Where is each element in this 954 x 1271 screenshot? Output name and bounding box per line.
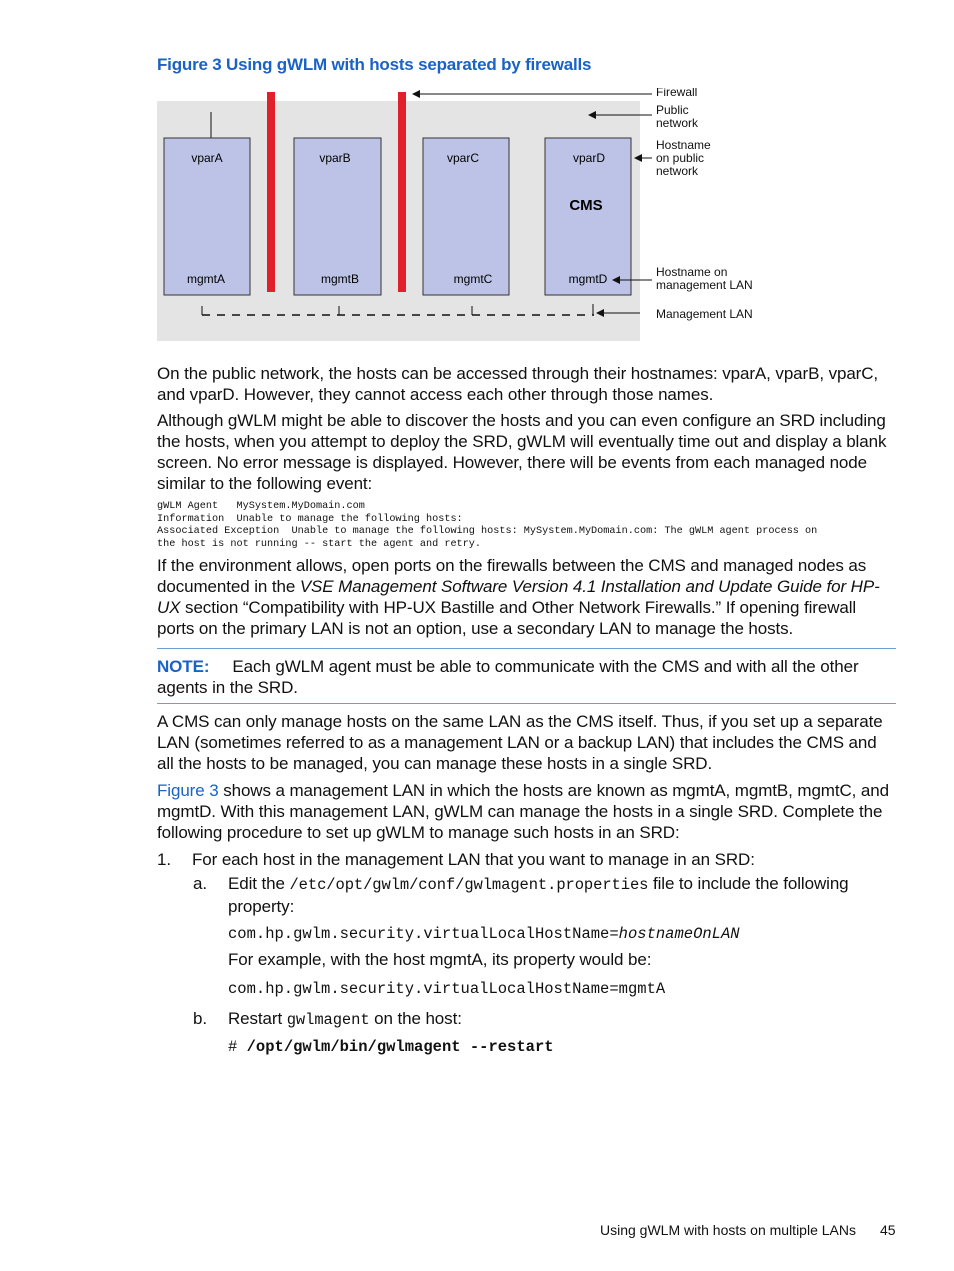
host-bottom-label: mgmtB — [320, 272, 360, 286]
step-a-text: Edit the /etc/opt/gwlm/conf/gwlmagent.properties file to include the following property: — [228, 874, 849, 916]
host-bottom-label: mgmtD — [568, 272, 608, 286]
note-box — [157, 656, 897, 698]
callout-firewall: Firewall — [656, 88, 698, 99]
firewall-bar — [398, 92, 406, 292]
callout-labels — [656, 88, 753, 321]
guide-title: VSE Management Software Version 4.1 Installation and Update Guide for HP-UX — [157, 577, 880, 617]
figure-title: Figure 3 Using gWLM with hosts separated by firewalls — [157, 55, 592, 74]
host-top-label: vparA — [191, 151, 223, 165]
note-text: Each gWLM agent must be able to communicate with the CMS and with all the other agents in the SRD. — [157, 657, 859, 697]
callout-hostname-public: Hostname — [656, 138, 711, 152]
paragraph-cms-lan: A CMS can only manage hosts on the same LAN as the CMS itself. Thus, if you set up a separate LAN (sometimes referred to as a management LAN or a backup LAN) that includes the CMS and all the hosts to be managed, you can manage these hosts in a single SRD. — [157, 712, 883, 773]
gwlmagent-code: gwlmagent — [286, 1011, 370, 1029]
callout-hostname-mgmt: Hostname on — [656, 265, 728, 279]
host-vparB — [294, 138, 381, 295]
page-number: 45 — [880, 1222, 896, 1238]
paragraph-firewall-ports: If the environment allows, open ports on the firewalls between the CMS and managed nodes as documented in the VSE Management Software Version 4.1 Installation and Update Guide for HP-UX section “Compatibility with HP-UX Bastille and Other Network Firewalls.” If opening firewall ports on the primary LAN is not an option, use a secondary LAN to manage the hosts. — [157, 556, 880, 638]
callout-mgmt-lan: Management LAN — [656, 307, 753, 321]
callout-hostname-public: network — [656, 164, 699, 178]
host-vparC — [423, 138, 509, 295]
network-diagram — [157, 88, 797, 343]
firewall-bar — [267, 92, 275, 292]
note-top-rule — [157, 648, 896, 649]
host-vparD — [545, 138, 631, 295]
callout-public: Public — [656, 103, 689, 117]
paragraph-figure-ref: Figure 3 shows a management LAN in which the hosts are known as mgmtA, mgmtB, mgmtC, and mgmtD. With this management LAN, gWLM can manage the hosts in a single SRD. Complete the following procedure to set up gWLM to manage such hosts in an SRD: — [157, 781, 889, 842]
step-1 — [157, 849, 897, 870]
host-top-label: vparD — [572, 151, 606, 165]
host-vparA — [164, 112, 250, 295]
figure-3-link[interactable]: Figure 3 — [157, 781, 219, 800]
step-text: For each host in the management LAN that you want to manage in an SRD: — [192, 850, 755, 869]
step-b-number: b. — [193, 1009, 207, 1028]
paragraph-public-network: On the public network, the hosts can be accessed through their hostnames: vparA, vparB, vparC, and vparD. However, they cannot access each other through those names. — [157, 364, 879, 404]
example-text: For example, with the host mgmtA, its property would be: — [228, 950, 652, 969]
footer-section-title: Using gWLM with hosts on multiple LANs — [600, 1222, 856, 1238]
step-a-number: a. — [193, 874, 207, 893]
step-number: 1. — [157, 850, 171, 869]
note-bottom-rule — [157, 703, 896, 704]
host-top-label: vparB — [319, 151, 351, 165]
event-code-block: gWLM Agent MySystem.MyDomain.com Information Unable to manage the following hosts: Associated Exception Unable to manage the following hosts: MySystem.MyDomain.com: The gWLM agent process on the host is not running -- start the agent and retry. — [157, 501, 818, 551]
callout-public: network — [656, 116, 699, 130]
host-bottom-label: mgmtC — [453, 272, 493, 286]
paragraph-discover: Although gWLM might be able to discover the hosts and you can even configure an SRD including the hosts, when you attempt to deploy the SRD, gWLM will eventually time out and display a blank screen. No error message is displayed. However, there will be events from each managed node similar to the following event: — [157, 411, 887, 493]
example-code: com.hp.gwlm.security.virtualLocalHostName=mgmtA — [228, 980, 666, 998]
restart-command: # /opt/gwlm/bin/gwlmagent --restart — [228, 1038, 554, 1056]
cms-label: CMS — [569, 197, 603, 214]
host-bottom-label: mgmtA — [186, 272, 226, 286]
properties-path: /etc/opt/gwlm/conf/gwlmagent.properties — [289, 876, 649, 894]
callout-hostname-public: on public — [656, 151, 705, 165]
callout-hostname-mgmt: management LAN — [656, 278, 753, 292]
step-b-text: Restart gwlmagent on the host: — [228, 1009, 462, 1029]
note-label: NOTE: — [157, 657, 210, 676]
host-top-label: vparC — [446, 151, 480, 165]
property-code: com.hp.gwlm.security.virtualLocalHostName=hostnameOnLAN — [228, 925, 740, 943]
